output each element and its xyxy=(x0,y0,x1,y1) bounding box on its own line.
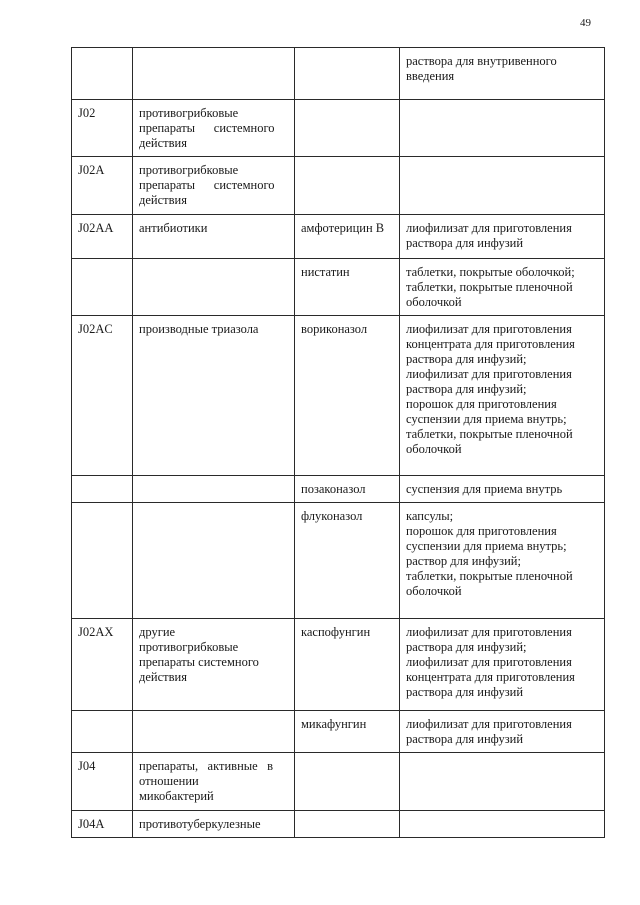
group-name-line: препараты, активные в xyxy=(139,759,273,773)
dosage-form-line: введения xyxy=(406,69,455,83)
group-name-line: антибиотики xyxy=(139,221,208,235)
substance-cell xyxy=(295,48,400,100)
dosage-form-line: оболочкой xyxy=(406,295,462,309)
dosage-forms-cell xyxy=(400,316,605,476)
substance-name: позаконазол xyxy=(301,482,366,496)
group-name-cell xyxy=(133,503,295,619)
substance-name: вориконазол xyxy=(301,322,368,336)
dosage-form-line: раствора для инфузий; xyxy=(406,640,527,654)
dosage-form-line: порошок для приготовления xyxy=(406,397,557,411)
dosage-form-line: таблетки, покрытые пленочной xyxy=(406,280,573,294)
dosage-forms-cell xyxy=(400,100,605,157)
dosage-forms-cell xyxy=(400,215,605,259)
substance-cell xyxy=(295,215,400,259)
group-name-line: препараты системного xyxy=(139,178,275,192)
table-body xyxy=(72,48,605,838)
dosage-form-line: лиофилизат для приготовления xyxy=(406,717,572,731)
substance-cell xyxy=(295,476,400,503)
dosage-form-line: раствора для инфузий xyxy=(406,732,524,746)
substance-name: каспофунгин xyxy=(301,625,371,639)
dosage-forms-cell xyxy=(400,619,605,711)
group-name-line: противотуберкулезные xyxy=(139,817,261,831)
group-name-line: противогрибковые xyxy=(139,640,239,654)
atc-code-cell xyxy=(72,100,133,157)
group-name-cell xyxy=(133,316,295,476)
atc-code: J04 xyxy=(78,759,96,773)
dosage-forms-cell xyxy=(400,711,605,753)
group-name-cell xyxy=(133,619,295,711)
dosage-form-line: таблетки, покрытые пленочной xyxy=(406,569,573,583)
table-row xyxy=(72,503,605,619)
substance-cell xyxy=(295,711,400,753)
dosage-form-line: раствора для инфузий; xyxy=(406,382,527,396)
atc-code-cell xyxy=(72,215,133,259)
group-name-line: противогрибковые xyxy=(139,106,239,120)
group-name-line: препараты системного xyxy=(139,655,259,669)
atc-code-cell xyxy=(72,711,133,753)
dosage-forms-cell xyxy=(400,259,605,316)
dosage-forms-cell xyxy=(400,476,605,503)
dosage-form-line: раствор для инфузий; xyxy=(406,554,521,568)
group-name-line: другие xyxy=(139,625,176,639)
atc-code: J02 xyxy=(78,106,96,120)
substance-cell xyxy=(295,100,400,157)
atc-code-cell xyxy=(72,503,133,619)
page-number: 49 xyxy=(580,17,591,29)
dosage-form-line: концентрата для приготовления xyxy=(406,337,575,351)
atc-code: J02AC xyxy=(78,322,113,336)
substance-name: флуконазол xyxy=(301,509,363,523)
table-row xyxy=(72,100,605,157)
dosage-form-line: капсулы; xyxy=(406,509,454,523)
group-name-cell xyxy=(133,811,295,838)
dosage-forms-cell xyxy=(400,157,605,215)
group-name-line: действия xyxy=(139,670,187,684)
atc-code-cell xyxy=(72,259,133,316)
table-row xyxy=(72,619,605,711)
group-name-line: действия xyxy=(139,193,187,207)
group-name-cell xyxy=(133,476,295,503)
dosage-form-line: оболочкой xyxy=(406,442,462,456)
dosage-form-line: суспензии для приема внутрь; xyxy=(406,412,567,426)
atc-code-cell xyxy=(72,157,133,215)
atc-code: J04A xyxy=(78,817,105,831)
atc-code: J02AX xyxy=(78,625,114,639)
substance-cell xyxy=(295,811,400,838)
dosage-form-line: таблетки, покрытые пленочной xyxy=(406,427,573,441)
substance-cell xyxy=(295,753,400,811)
dosage-form-line: лиофилизат для приготовления xyxy=(406,625,572,639)
dosage-form-line: лиофилизат для приготовления xyxy=(406,322,572,336)
dosage-form-line: лиофилизат для приготовления xyxy=(406,221,572,235)
table-row xyxy=(72,157,605,215)
group-name-cell xyxy=(133,753,295,811)
dosage-form-line: таблетки, покрытые оболочкой; xyxy=(406,265,575,279)
dosage-form-line: суспензия для приема внутрь xyxy=(406,482,563,496)
substance-cell xyxy=(295,157,400,215)
atc-code-cell xyxy=(72,619,133,711)
dosage-form-line: концентрата для приготовления xyxy=(406,670,575,684)
dosage-form-line: порошок для приготовления xyxy=(406,524,557,538)
substance-cell xyxy=(295,316,400,476)
table-row xyxy=(72,215,605,259)
substance-name: амфотерицин В xyxy=(301,221,385,235)
substance-name: микафунгин xyxy=(301,717,367,731)
dosage-form-line: раствора для инфузий xyxy=(406,236,524,250)
dosage-forms-cell xyxy=(400,48,605,100)
substance-cell xyxy=(295,619,400,711)
group-name-cell xyxy=(133,100,295,157)
atc-code-cell xyxy=(72,48,133,100)
table-row xyxy=(72,753,605,811)
group-name-cell xyxy=(133,48,295,100)
table-row xyxy=(72,711,605,753)
group-name-cell xyxy=(133,711,295,753)
dosage-form-line: раствора для инфузий xyxy=(406,685,524,699)
atc-code-cell xyxy=(72,316,133,476)
group-name-line: противогрибковые xyxy=(139,163,239,177)
group-name-line: микобактерий xyxy=(139,789,214,803)
atc-code-cell xyxy=(72,476,133,503)
group-name-line: препараты системного xyxy=(139,121,275,135)
group-name-cell xyxy=(133,259,295,316)
table-row xyxy=(72,48,605,100)
group-name-line: производные триазола xyxy=(139,322,259,336)
table-row xyxy=(72,476,605,503)
atc-code: J02AA xyxy=(78,221,114,235)
atc-code-cell xyxy=(72,753,133,811)
dosage-form-line: лиофилизат для приготовления xyxy=(406,655,572,669)
dosage-form-line: суспензии для приема внутрь; xyxy=(406,539,567,553)
dosage-forms-cell xyxy=(400,811,605,838)
drug-table xyxy=(71,47,605,838)
group-name-line: действия xyxy=(139,136,187,150)
dosage-form-line: раствора для внутривенного xyxy=(406,54,557,68)
atc-code: J02A xyxy=(78,163,105,177)
group-name-cell xyxy=(133,157,295,215)
group-name-cell xyxy=(133,215,295,259)
dosage-forms-cell xyxy=(400,753,605,811)
dosage-forms-cell xyxy=(400,503,605,619)
dosage-form-line: лиофилизат для приготовления xyxy=(406,367,572,381)
table-row xyxy=(72,811,605,838)
table-row xyxy=(72,316,605,476)
atc-code-cell xyxy=(72,811,133,838)
substance-name: нистатин xyxy=(301,265,350,279)
dosage-form-line: раствора для инфузий; xyxy=(406,352,527,366)
dosage-form-line: оболочкой xyxy=(406,584,462,598)
substance-cell xyxy=(295,503,400,619)
table-row xyxy=(72,259,605,316)
group-name-line: отношении xyxy=(139,774,199,788)
substance-cell xyxy=(295,259,400,316)
